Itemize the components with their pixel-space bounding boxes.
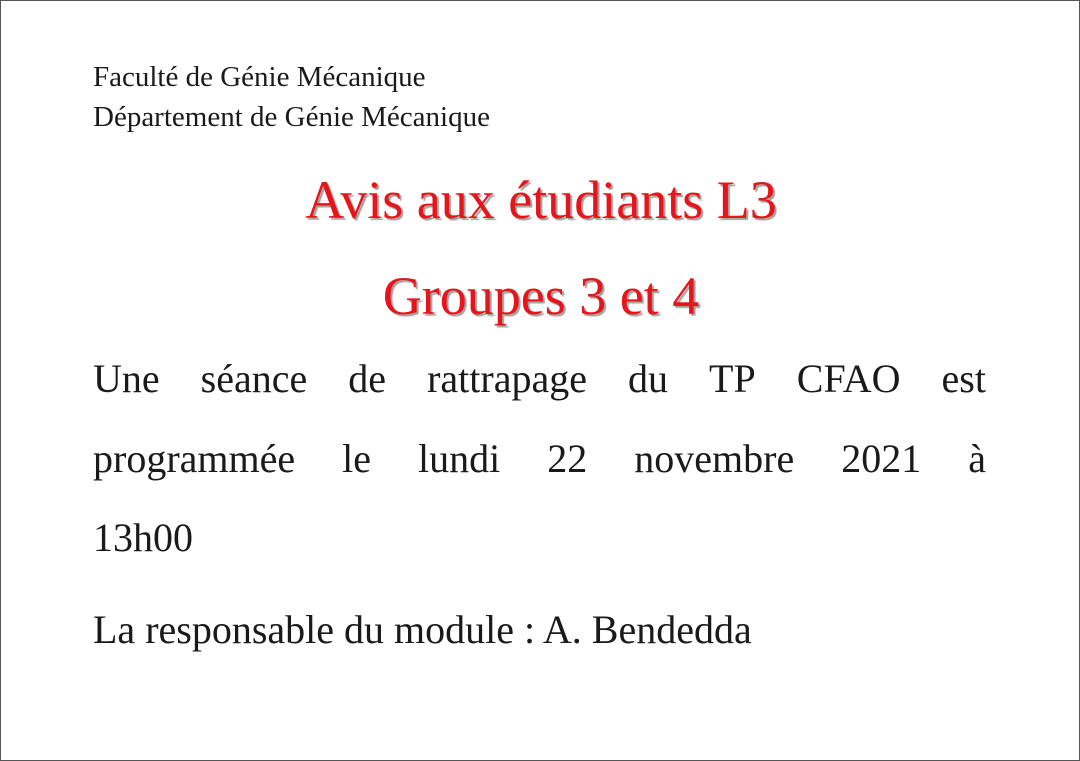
module-responsible-signature: La responsable du module : A. Bendedda bbox=[93, 607, 752, 652]
message-word: TP bbox=[709, 356, 756, 401]
message-word: le bbox=[342, 436, 372, 481]
message-line-1 bbox=[93, 353, 986, 405]
notice-title: Avis aux étudiants L3 bbox=[305, 170, 777, 230]
department-name: Département de Génie Mécanique bbox=[93, 101, 490, 133]
message-word: de bbox=[348, 356, 387, 401]
message-word: rattrapage bbox=[427, 356, 587, 401]
message-word: séance bbox=[200, 356, 308, 401]
message-line-2 bbox=[93, 433, 986, 485]
message-word: du bbox=[628, 356, 669, 401]
message-word: lundi bbox=[418, 436, 501, 481]
message-time: 13h00 bbox=[93, 515, 193, 560]
message-word: novembre bbox=[634, 436, 795, 481]
message-word: Une bbox=[93, 356, 160, 401]
message-word: programmée bbox=[93, 436, 296, 481]
message-word: 22 bbox=[547, 436, 588, 481]
message-word: CFAO bbox=[796, 356, 901, 401]
notice-subtitle-groups: Groupes 3 et 4 bbox=[382, 266, 700, 326]
message-word: 2021 bbox=[841, 436, 922, 481]
message-word: à bbox=[968, 436, 986, 481]
faculty-name: Faculté de Génie Mécanique bbox=[93, 61, 426, 93]
message-word: est bbox=[941, 356, 986, 401]
institution-header bbox=[93, 57, 490, 137]
